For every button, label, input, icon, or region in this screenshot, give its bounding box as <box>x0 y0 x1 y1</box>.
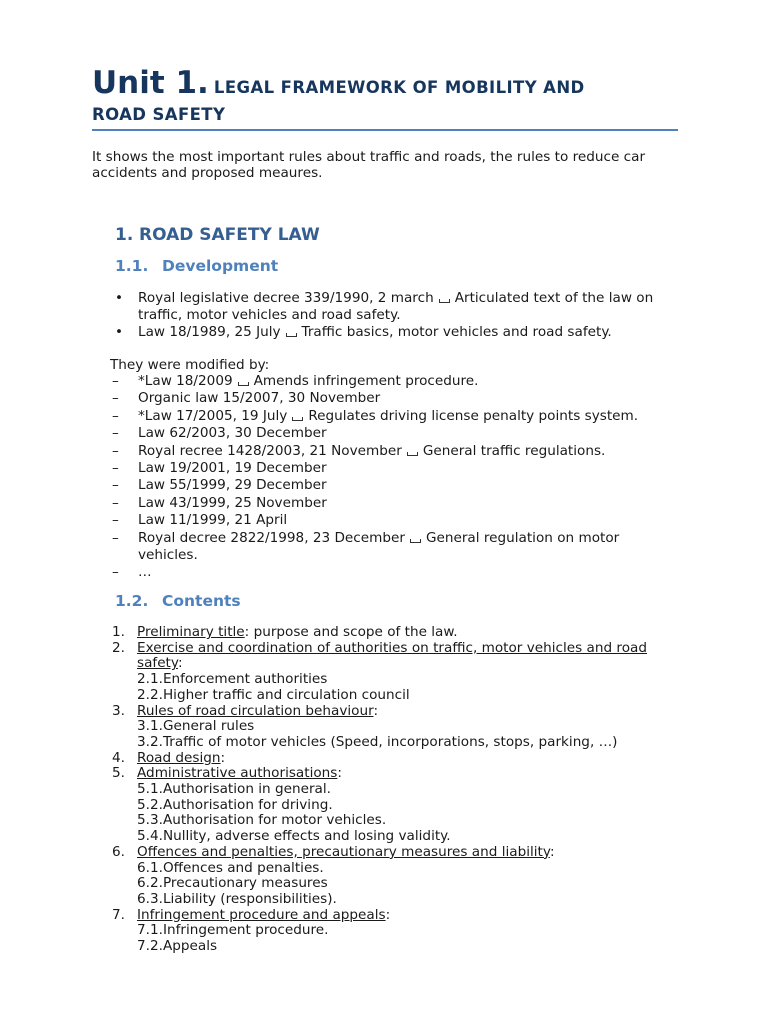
contents-number: 1. <box>112 624 125 640</box>
contents-item <box>112 704 682 720</box>
modification-lead: Organic law 15/2007, 30 November <box>138 390 381 407</box>
modification-lead: *Law 18/2009 <box>138 373 233 389</box>
modification-text: General regulation on motor vehicles. <box>138 529 620 564</box>
dash-marker: – <box>112 512 119 529</box>
modification-item <box>112 425 682 442</box>
bullet-item <box>115 324 675 341</box>
contents-title: Road design <box>137 749 221 766</box>
contents-item <box>112 641 682 672</box>
contents-subitem: 7.2.Appeals <box>137 938 218 955</box>
contents-title: Rules of road circulation behaviour <box>137 702 374 719</box>
intro-paragraph: It shows the most important rules about traffic and roads, the rules to reduce car accidents and proposed meaures. <box>92 149 646 181</box>
modification-lead: Law 55/1999, 29 December <box>138 477 327 494</box>
contents-rest: : purpose and scope of the law. <box>244 624 458 640</box>
contents-subitem: 5.1.Authorisation in general. <box>137 781 331 798</box>
dash-marker: – <box>112 442 119 459</box>
subsection-title: Development <box>162 257 279 275</box>
bullet-text: Traffic basics, motor vehicles and road safety. <box>301 324 612 340</box>
contents-subitem: 5.2.Authorisation for driving. <box>137 796 333 813</box>
modification-item <box>112 373 682 390</box>
contents-title: Preliminary title <box>137 624 245 640</box>
contents-title: Exercise and coordination of authorities on traffic, motor vehicles and road safety <box>137 639 647 672</box>
contents-rest: : <box>337 765 342 782</box>
modification-lead: Law 19/2001, 19 December <box>138 460 327 477</box>
bullet-lead: Law 18/1989, 25 July <box>138 324 281 340</box>
contents-number: 4. <box>112 749 125 766</box>
contents-item <box>112 751 682 767</box>
dash-marker: – <box>112 494 119 511</box>
contents-subitem: 6.3.Liability (responsibilities). <box>137 890 337 907</box>
bullet-lead: Royal legislative decree 339/1990, 2 march <box>138 290 434 306</box>
contents-item <box>112 625 682 641</box>
bullet-item <box>115 290 675 323</box>
modification-item <box>112 512 682 529</box>
modified-by-label: They were modified by: <box>110 357 270 373</box>
contents-item <box>112 908 682 924</box>
contents-number: 5. <box>112 765 125 782</box>
development-bullet-list <box>115 290 675 342</box>
modifications-list <box>112 373 682 582</box>
contents-list <box>112 625 682 955</box>
bullet-marker: • <box>115 290 124 306</box>
contents-subitem: 3.1.General rules <box>137 718 255 735</box>
contents-number: 6. <box>112 843 125 860</box>
contents-subitem: 6.1.Offences and penalties. <box>137 859 324 876</box>
subsection-number: 1.2. <box>115 592 149 610</box>
dash-marker: – <box>112 460 119 477</box>
dash-marker: – <box>112 425 119 442</box>
contents-title: Administrative authorisations <box>137 765 338 782</box>
contents-number: 2. <box>112 639 125 656</box>
dash-marker: – <box>112 477 119 494</box>
subsection-title: Contents <box>162 592 241 610</box>
section-title: ROAD SAFETY LAW <box>139 225 320 245</box>
unit-number: Unit 1. <box>92 65 209 101</box>
unit-title-line1: LEGAL FRAMEWORK OF MOBILITY AND <box>213 78 585 97</box>
arrow-icon <box>238 382 249 386</box>
modification-text: General traffic regulations. <box>422 442 606 459</box>
modification-item <box>112 408 682 425</box>
modification-lead: Law 43/1999, 25 November <box>138 494 327 511</box>
contents-item <box>112 766 682 782</box>
subsection-heading-development <box>115 257 278 275</box>
dash-marker: – <box>112 564 119 581</box>
dash-marker: – <box>112 373 119 389</box>
contents-subitem: 7.1.Infringement procedure. <box>137 922 329 939</box>
subsection-heading-contents <box>115 592 241 610</box>
contents-rest: : <box>177 655 183 672</box>
title-divider <box>92 129 678 131</box>
contents-subitem: 5.4.Nullity, adverse effects and losing validity. <box>137 828 451 845</box>
contents-item <box>112 845 682 861</box>
modification-lead: Royal recree 1428/2003, 21 November <box>138 442 402 459</box>
arrow-icon <box>439 299 450 303</box>
arrow-icon <box>407 452 418 456</box>
modification-lead: Law 62/2003, 30 December <box>138 425 327 442</box>
modification-item <box>112 460 682 477</box>
arrow-icon <box>410 539 421 543</box>
contents-rest: : <box>549 843 555 860</box>
modification-item <box>112 530 682 565</box>
modification-item <box>112 390 682 407</box>
contents-subitem: 2.1.Enforcement authorities <box>137 671 328 688</box>
bullet-text: Articulated text of the law on traffic, motor vehicles and road safety. <box>138 290 654 323</box>
contents-subitem: 3.2.Traffic of motor vehicles (Speed, incorporations, stops, parking, …) <box>137 733 618 750</box>
dash-marker: – <box>112 390 119 407</box>
modification-lead: *Law 17/2005, 19 July <box>138 407 288 424</box>
arrow-icon <box>292 417 303 421</box>
contents-subitem: 2.2.Higher traffic and circulation council <box>137 686 410 703</box>
section-number: 1. <box>115 225 134 245</box>
contents-subitem: 6.2.Precautionary measures <box>137 875 328 892</box>
modification-item <box>112 443 682 460</box>
contents-number: 7. <box>112 906 125 923</box>
modification-item <box>112 495 682 512</box>
modification-lead: Law 11/1999, 21 April <box>138 512 288 529</box>
modification-item <box>112 564 682 581</box>
modification-lead: Royal decree 2822/1998, 23 December <box>138 529 405 546</box>
dash-marker: – <box>112 529 119 546</box>
modification-lead: … <box>138 564 152 581</box>
document-title <box>92 65 682 101</box>
arrow-icon <box>286 333 297 337</box>
contents-title: Offences and penalties, precautionary measures and liability <box>137 843 550 860</box>
contents-rest: : <box>220 749 226 766</box>
contents-rest: : <box>385 906 391 923</box>
contents-number: 3. <box>112 702 125 719</box>
subsection-number: 1.1. <box>115 257 149 275</box>
contents-title: Infringement procedure and appeals <box>137 906 386 923</box>
dash-marker: – <box>112 407 119 424</box>
modification-item <box>112 477 682 494</box>
contents-subitem: 5.3.Authorisation for motor vehicles. <box>137 812 387 829</box>
bullet-marker: • <box>115 324 124 340</box>
section-heading-road-safety-law <box>115 225 320 245</box>
unit-title-line2: ROAD SAFETY <box>92 105 226 124</box>
modification-text: Amends infringement procedure. <box>253 373 479 389</box>
contents-rest: : <box>373 702 379 719</box>
modification-text: Regulates driving license penalty points system. <box>308 407 639 424</box>
